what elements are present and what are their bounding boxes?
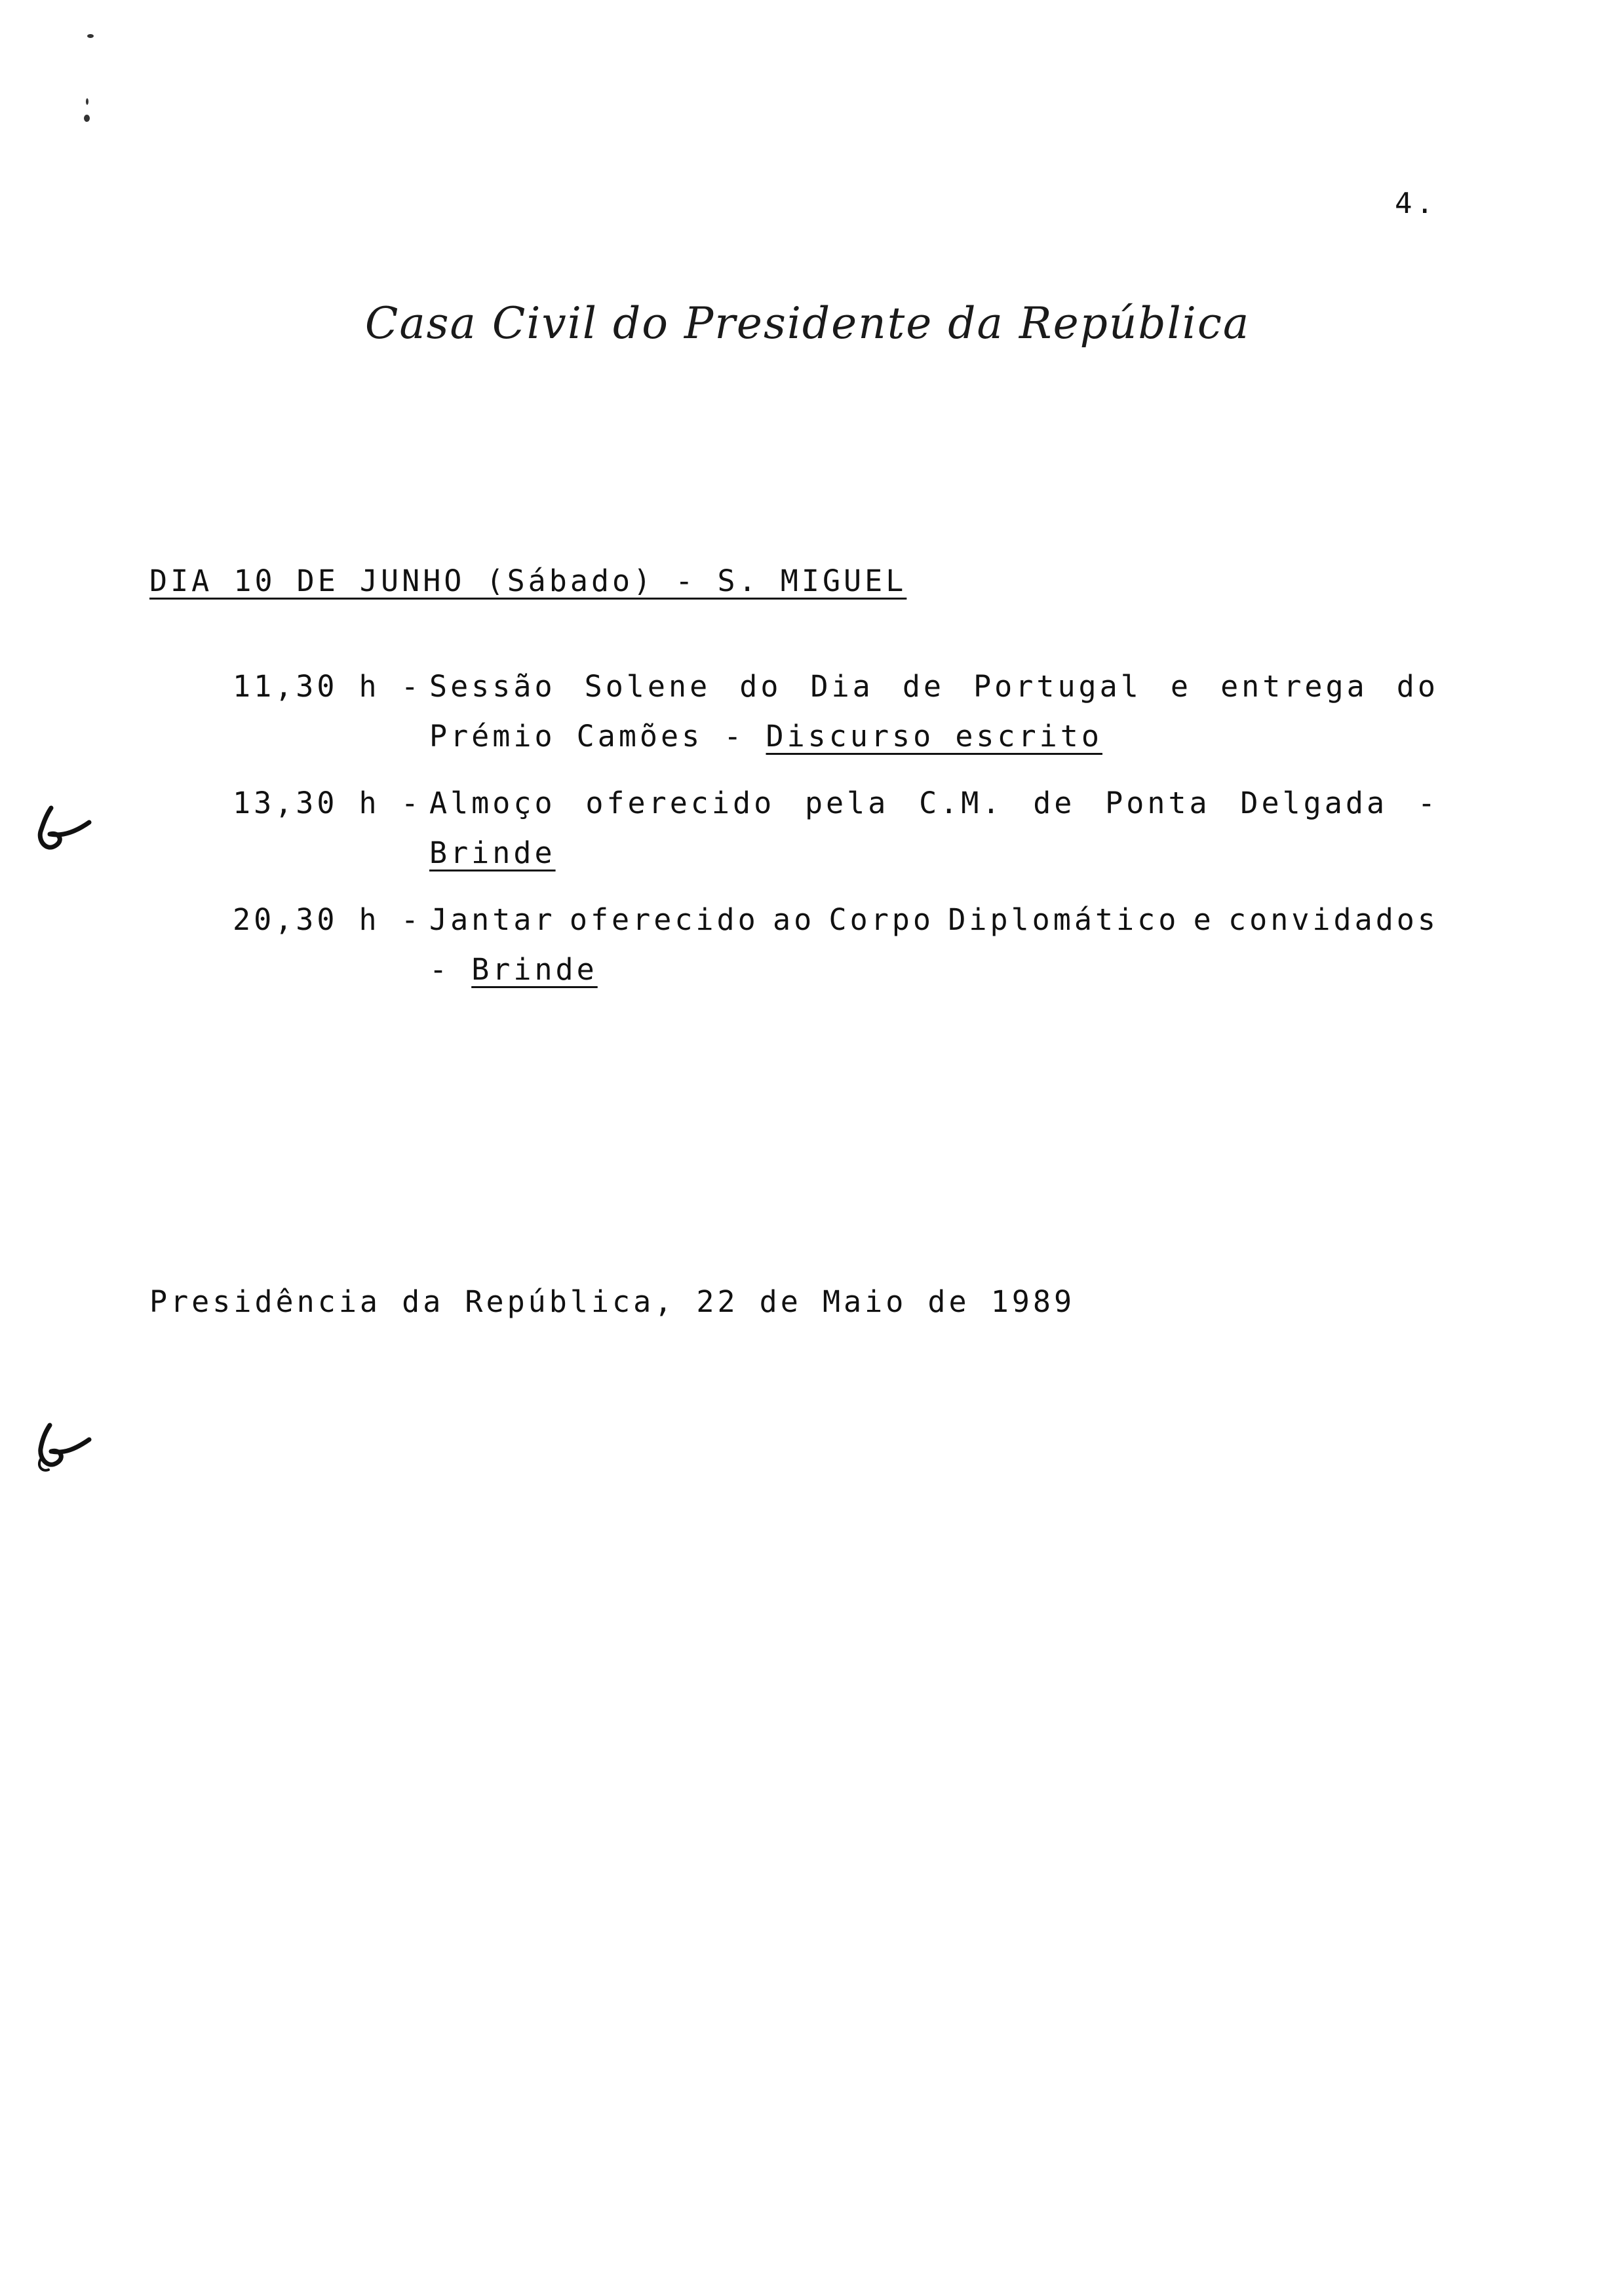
- schedule-entry: [233, 778, 1439, 878]
- entry-continuation: - Brinde: [429, 952, 598, 987]
- speech-type: Brinde: [471, 952, 598, 987]
- entry-time: 20,30 h -: [233, 902, 422, 937]
- entry-description: Almoço oferecido pela C.M. de Ponta Delgada -: [429, 786, 1439, 820]
- handwritten-mark-icon: [26, 1419, 98, 1478]
- entry-description: Sessão Solene do Dia de Portugal e entrega do: [429, 669, 1439, 704]
- entry-continuation: [233, 828, 1439, 878]
- day-heading: DIA 10 DE JUNHO (Sábado) - S. MIGUEL: [149, 564, 907, 598]
- closing-line: Presidência da República, 22 de Maio de 1989: [149, 1284, 1076, 1319]
- scan-speck: [87, 34, 94, 38]
- page-number: 4.: [1395, 187, 1437, 220]
- entry-time: 11,30 h -: [233, 669, 422, 704]
- entry-time: 13,30 h -: [233, 786, 422, 820]
- scan-speck: [84, 115, 90, 122]
- speech-type: Brinde: [429, 835, 556, 870]
- scan-speck: [86, 98, 88, 105]
- entry-continuation: Prémio Camões - Discurso escrito: [429, 719, 1102, 754]
- schedule-entry: [233, 662, 1439, 761]
- handwritten-mark-icon: [26, 803, 98, 862]
- schedule-list: [233, 662, 1439, 1012]
- speech-type: Discurso escrito: [766, 719, 1102, 754]
- letterhead: Casa Civil do Presidente da República: [364, 298, 1251, 349]
- schedule-entry: [233, 895, 1439, 995]
- entry-description: Jantar oferecido ao Corpo Diplomático e convidados: [429, 902, 1439, 937]
